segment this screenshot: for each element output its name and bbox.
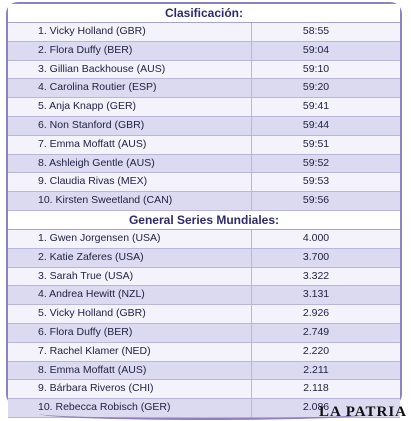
result-value: 59:56	[302, 194, 330, 207]
result-value: 59:44	[302, 118, 330, 131]
athlete-name: 10. Rebecca Robisch (GER)	[8, 399, 252, 417]
result-value: 2.749	[302, 325, 330, 338]
table-row	[8, 362, 400, 381]
general-list	[8, 230, 400, 418]
table-row	[8, 173, 400, 192]
table-row	[8, 343, 400, 362]
result-value: 3.700	[302, 250, 330, 263]
table-row	[8, 380, 400, 399]
table-row	[8, 230, 400, 249]
athlete-name: 9. Bárbara Riveros (CHI)	[8, 380, 252, 398]
result-value: 59:52	[302, 156, 330, 169]
table-row	[8, 117, 400, 136]
athlete-name: 5. Anja Knapp (GER)	[8, 98, 252, 116]
result-value: 2.086	[302, 401, 330, 414]
result-value: 2.118	[303, 382, 329, 395]
result-value: 59:51	[302, 137, 330, 150]
result-value: 3.322	[302, 269, 330, 282]
athlete-name: 2. Flora Duffy (BER)	[8, 42, 252, 60]
table-row	[8, 136, 400, 155]
athlete-name: 10. Kirsten Sweetland (CAN)	[8, 192, 252, 210]
result-value: 4.000	[302, 231, 330, 244]
athlete-name: 8. Ashleigh Gentle (AUS)	[8, 155, 252, 173]
athlete-name: 5. Vicky Holland (GBR)	[8, 305, 252, 323]
table-row	[8, 79, 400, 98]
athlete-name: 7. Emma Moffatt (AUS)	[8, 136, 252, 154]
table-row	[8, 268, 400, 287]
general-title: General Series Mundiales:	[8, 211, 400, 230]
result-value: 3.131	[302, 288, 330, 301]
result-value: 2.211	[303, 363, 329, 376]
athlete-name: 8. Emma Moffatt (AUS)	[8, 362, 252, 380]
table-row	[8, 249, 400, 268]
result-value: 59:10	[302, 62, 330, 75]
clasificacion-title: Clasificación:	[8, 4, 400, 23]
result-value: 59:53	[302, 175, 330, 188]
result-value: 58:55	[302, 25, 330, 37]
table-row	[8, 192, 400, 211]
athlete-name: 3. Gillian Backhouse (AUS)	[8, 61, 252, 79]
athlete-name: 9. Claudia Rivas (MEX)	[8, 173, 252, 191]
table-row	[8, 305, 400, 324]
table-row	[8, 155, 400, 174]
clasificacion-list	[8, 23, 400, 211]
athlete-name: 7. Rachel Klamer (NED)	[8, 343, 252, 361]
athlete-name: 1. Vicky Holland (GBR)	[8, 23, 252, 41]
table-row	[8, 61, 400, 80]
table-row	[8, 324, 400, 343]
athlete-name: 4. Andrea Hewitt (NZL)	[8, 286, 252, 304]
athlete-name: 6. Flora Duffy (BER)	[8, 324, 252, 342]
result-value: 59:41	[302, 100, 330, 113]
table-row	[8, 286, 400, 305]
athlete-name: 3. Sarah True (USA)	[8, 268, 252, 286]
brand-logo: LA PATRIA	[318, 404, 407, 420]
table-row	[8, 98, 400, 117]
result-value: 2.926	[302, 307, 330, 320]
athlete-name: 4. Carolina Routier (ESP)	[8, 79, 252, 97]
result-value: 59:04	[302, 43, 330, 56]
result-value: 59:20	[302, 81, 330, 94]
athlete-name: 6. Non Stanford (GBR)	[8, 117, 252, 135]
result-value: 2.220	[302, 344, 330, 357]
athlete-name: 2. Katie Zaferes (USA)	[8, 249, 252, 267]
athlete-name: 1. Gwen Jorgensen (USA)	[8, 230, 252, 248]
table-row	[8, 42, 400, 61]
table-row	[8, 23, 400, 42]
